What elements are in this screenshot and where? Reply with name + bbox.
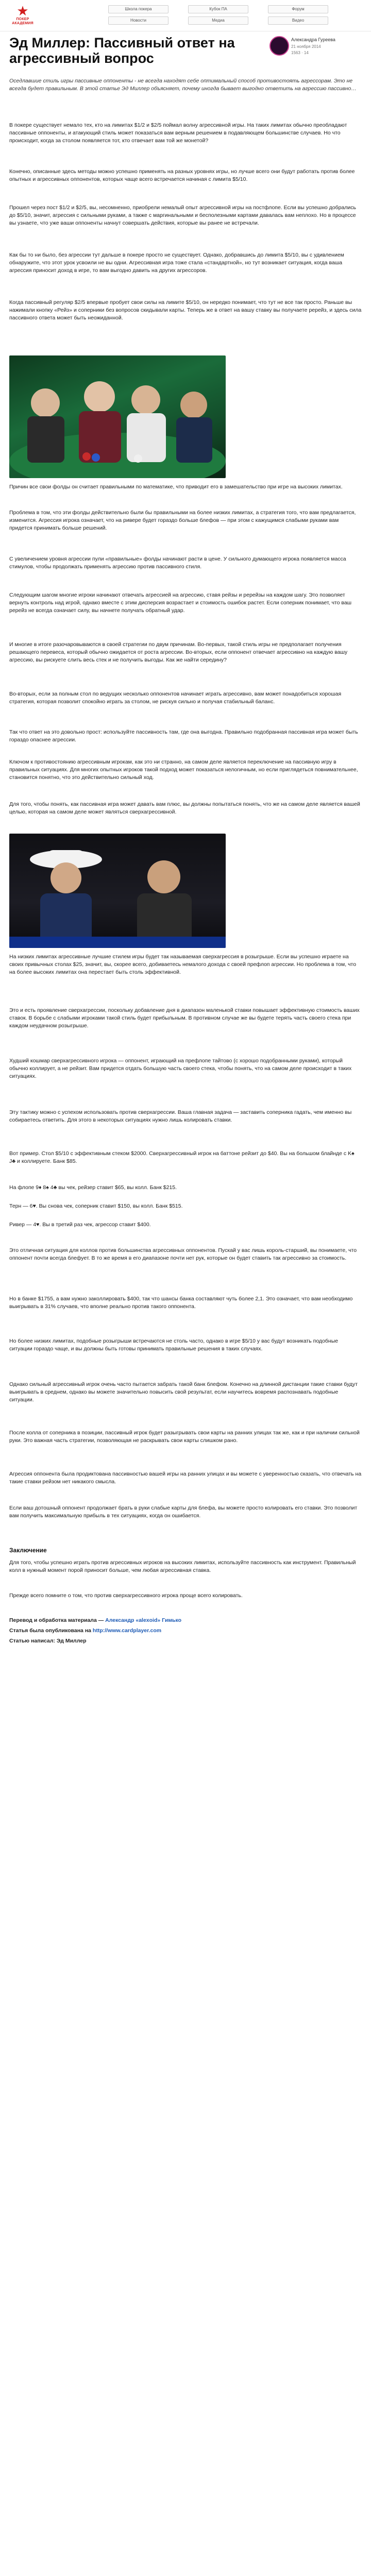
paragraph: В покере существует немало тех, кто на лимитах $1/2 и $2/5 поймал волну агрессивной игры. На таких лимитах обычно преобладают пассивные оппоненты, и атакующий стиль может показаться вам верным решением в подавляющем большинстве случаев. Но что происходит, когда за столом появляется тот, кто отвечает вам той же монетой? — [9, 122, 347, 144]
paragraph: Это и есть проявление сверхагрессии, поскольку добавление дня в диапазон маленькой ставки повышает эффективную стоимость ваших ставок. В борьбе с слабыми игроками такой стиль будет прибыльным. В противном случае же вы будете терять часть своего стека при каждом неудачном розыгрыше. — [9, 1007, 360, 1029]
author-label: Статью написал: — [9, 1638, 57, 1644]
nav-item-media[interactable]: Медиа — [188, 16, 248, 25]
nav-item-school[interactable]: Школа покера — [108, 5, 168, 13]
nav-item-cup[interactable]: Кубок ПА — [188, 5, 248, 13]
translator-link[interactable]: Александр «alexoid» Гимько — [105, 1617, 182, 1623]
translator-label: Перевод и обработка материала — — [9, 1617, 106, 1623]
source-line — [9, 1627, 362, 1635]
paragraph: Для того, чтобы понять, как пассивная игра может давать вам плюс, вы должны попытаться понять, что же на самом деле является вашей целью, которая на самом деле может являться сверхагрессивной. — [9, 801, 360, 815]
author-box — [269, 35, 362, 71]
paragraph: Но в банке $1755, а вам нужно заколлировать $400, так что шансы банка составляют чуть более 2,1. Это означает, что вам необходимо выигрывать в 31% случаев, что вполне реально против такого оппонента. — [9, 1296, 353, 1310]
article-photo-1 — [9, 355, 226, 478]
paragraph: Прошел через пост $1/2 и $2/5, вы, несомненно, приобрели немалый опыт агрессивной игры на постфлопе. Если вы успешно добрались до $5/10, значит, агрессия с сильными руками, а также с маргинальными и бесполезными картами давалась вам неплохо. Но в процессе вы узнаете, что уже ваши оппоненты начнут совершать действия, которые вы ранее не встречали. — [9, 205, 356, 226]
paragraph: Однако сильный агрессивный игрок очень часто пытается забрать такой банк блефом. Конечно на длинной дистанции такие ставки будут выигрывать в среднем, однако вы можете значительно повысить свой результат, если научитесь вовремя распознавать подобные ситуации. — [9, 1381, 358, 1403]
paragraph: Вот пример. Стол $5/10 с эффективным стеком $2000. Сверхагрессивный игрок на баттоне рейзит до $40. Вы на большом блайнде с K♠ J♣ и коллируете. Банк $85. — [9, 1150, 355, 1164]
top-bar — [0, 0, 371, 31]
nav-item-news[interactable]: Новости — [108, 16, 168, 25]
logo-text: ПОКЕР АКАДЕМИЯ — [12, 18, 33, 25]
paragraph: После колла от соперника в позиции, пассивный игрок будет разыгрывать свои карты на ранних улицах так же, как и при наличии сильной руки. Это важная часть стратегии, позволяющая не раскрывать свои карты слишком рано. — [9, 1430, 360, 1444]
hand-step-turn: Терн — 6♥. Вы снова чек, соперник ставит $150, вы колл. Банк $515. — [9, 1203, 183, 1209]
translator-line — [9, 1617, 362, 1624]
article-lead: Оседлавшие стиль игры пассивные оппоненты - не всегда находят себе оптимальный способ противостоять агрессорам. Это не всегда будет правильным. В этой статье Эд Миллер объясняет, почему иногда бывает выгодно ответить на агрессию пассивно… — [9, 78, 357, 92]
source-label: Статья была опубликована на — [9, 1628, 93, 1634]
paragraph: Как бы то ни было, без агрессии тут дальше в покере просто не существует. Однако, добравшись до лимита $5/10, вы с удивлением обнаружите, что этот урок усвоили не вы одни. Агрессивная игра тоже стала «стандартной», но тут возникает ситуация, когда ваша агрессия приносит доход в игре, то вам выгодно давить на других агрессоров. — [9, 252, 344, 274]
avatar[interactable] — [269, 36, 289, 56]
paragraph: Так что ответ на это довольно прост: используйте пассивность там, где она выгодна. Правильно подобранная пассивная игра может быть гораздо опаснее агрессии. — [9, 729, 358, 743]
paragraph: Для того, чтобы успешно играть против агрессивных игроков на высоких лимитах, используйте пассивность как инструмент. Правильный колл в нужный момент порой приносит больше, чем любая агрессивная ставка. — [9, 1560, 356, 1573]
author-line — [9, 1637, 362, 1645]
photo-caption: На низких лимитах агрессивные лучшие стилем игры будет так называемая сверхагрессия в розыгрыше. Если вы успешно играете на своих привычных столах $25, значит, вы, скорее всего, добиваетесь немалого дохода с своей префлоп агрессии. Но проблема в том, что на более высоких лимитах она перестает быть столь эффективной. — [9, 954, 357, 975]
poker-table-image — [9, 355, 226, 478]
nav-item-video[interactable]: Видео — [268, 16, 328, 25]
paragraph: И многие в итоге разочаровываются в своей стратегии по двум причинам. Во-первых, такой стиль игры не предполагает получения решающего перевеса, который обычно ожидается от роста агрессии. Во-вторых, если оппонент отвечает агрессивно на каждую вашу агрессию, вы рискуете слить весь стек и не получить выгоды. Как же найти середину? — [9, 641, 348, 663]
conclusion-title: Заключение — [9, 1547, 47, 1554]
paragraph: Эту тактику можно с успехом использовать против сверхагрессии. Ваша главная задача — заставить соперника гадать, чем именно вы собираетесь ответить. Для этого в некоторых ситуациях нужно лишь колировать ставки. — [9, 1109, 352, 1123]
nav-item-forum[interactable]: Форум — [268, 5, 328, 13]
hand-step-river: Ривер — 4♥. Вы в третий раз чек, агрессор ставит $400. — [9, 1222, 151, 1228]
paragraph: Ключом к противостоянию агрессивным игрокам, как это ни странно, на самом деле является переключение на пассивную игру в правильных ситуациях. Для многих опытных игроков такой подход может показаться нелогичным, но если приглядеться повнимательнее, становится понятно, что это действительно сильный ход. — [9, 759, 358, 781]
article-stats: 1563 · 14 — [291, 50, 309, 55]
hand-step-flop: На флопе 9♦ 8♠ 4♣ вы чек, рейзер ставит $65, вы колл. Банк $215. — [9, 1184, 177, 1191]
source-link[interactable]: http://www.cardplayer.com — [92, 1628, 162, 1634]
paragraph: Агрессия оппонента была продиктована пассивностью вашей игры на ранних улицах и вы можете с уверенностью сказать, что отвечать на такие ставки рейзом нет никакого смысла. — [9, 1471, 362, 1485]
paragraph: Если ваш дотошный оппонент продолжает брать в руки слабые карты для блефа, вы можете просто колировать его ставки. Это позволит вам получить максимальную прибыль в тех ситуациях, когда он ошибается. — [9, 1505, 358, 1519]
poker-players-image — [9, 834, 226, 948]
paragraph: Это отличная ситуация для коллов против большинства агрессивных оппонентов. Пускай у вас лишь король-старший, вы понимаете, что оппонент почти всегда блефует. В то же время в его диапазоне почти нет рук, которые он будет ставить так агрессивно за стоимость. — [9, 1247, 357, 1261]
paragraph: Когда пассивный регуляр $2/5 впервые пробует свои силы на лимите $5/10, он нередко понимает, что тут не все так просто. Раньше вы нажимали кнопку «Рейз» и соперники без вопросов скидывали карты. Теперь же в ответ на вашу ставку вы получаете ререйз, и здесь сила пассивного ответа может быть неожиданной. — [9, 299, 362, 321]
paragraph: Прежде всего помните о том, что против сверхагрессивного игрока проще всего колировать. — [9, 1592, 243, 1599]
site-logo[interactable] — [7, 4, 38, 28]
author-value: Эд Миллер — [56, 1638, 87, 1644]
paragraph: Проблема в том, что эти фолды действительно были бы правильными на более низких лимитах, а стратегия того, что вам предлагается, изменится. Агрессия игрока означает, что на ривере будет гораздо больше блефов — при этом с кажущимся слабыми руками вам придется принимать больше решений. — [9, 510, 356, 531]
paragraph: Во-вторых, если за полным стол по ведущих несколько оппонентов начинает играть агрессивно, вам может понадобиться хорошая стратегия, которая позволит спокойно играть за столом, не рискуя сильно и получая стабильный баланс. — [9, 691, 342, 705]
paragraph: Следующим шагом многие игроки начинают отвечать агрессией на агрессию, ставя рейзы и ререйзы на каждом шагу. Это позволяет вернуть контроль над игрой, однако вместе с этим дисперсия возрастает и стоимость ошибок растет. Если соперник понимает, что ваш ререйз не всегда означает силу, вы начнете получать обратный удар. — [9, 592, 352, 614]
paragraph: Худший кошмар сверхагрессивного игрока — оппонент, играющий на префлопе тайтово (с хорошо подобранными руками), который обычно коллирует, а не рейзит. Вам придется отдать большую часть своего стека, чтобы понять, что на самом деле происходит в таких ситуациях. — [9, 1058, 352, 1079]
photo-caption: Причин все свои фолды он считает правильными по математике, что приводит его в замешательство при игре на высоких лимитах. — [9, 484, 343, 490]
paragraph: Но более низких лимитах, подобные розыгрыши встречаются не столь часто, однако в игре $5/10 у вас будут возникать подобные ситуации гораздо чаще, и вы должны быть готовы принимать правильные решения в таких случаях. — [9, 1338, 339, 1352]
paragraph: С увеличением уровня агрессии пули «правильные» фолды начинают расти в цене. У сильного думающего игрока появляется масса стимулов, чтобы продолжать применять агрессию против пассивного стиля. — [9, 556, 346, 570]
article-photo-2 — [9, 834, 226, 948]
star-icon: ★ — [16, 3, 29, 19]
paragraph: Конечно, описанные здесь методы можно успешно применять на разных уровнях игры, но лучше всего они будут работать против более опытных и агрессивных оппонентов, которых чаще всего встречается начиная с лимита $5/10. — [9, 168, 355, 182]
author-name[interactable]: Александра Гуреева — [291, 37, 335, 42]
article-title: Эд Миллер: Пассивный ответ на агрессивный вопрос — [9, 35, 235, 66]
article-date: 21 ноября 2014 — [291, 44, 321, 49]
